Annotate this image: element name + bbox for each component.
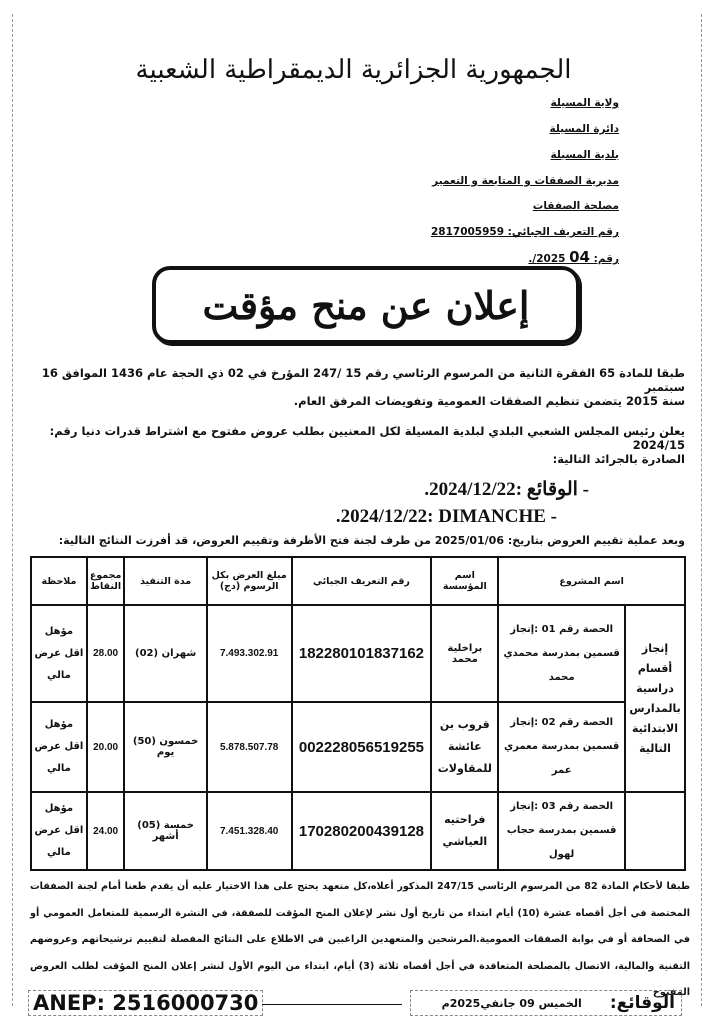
lot: الحصة رقم 03 :إنجاز قسمين بمدرسة حجاب لهول [498, 792, 625, 870]
ref-number: 04 [569, 248, 590, 266]
reference-number [528, 248, 619, 266]
announcement-title: إعلان عن منح مؤقت [202, 282, 530, 328]
publication-label: الوقائع: [609, 993, 675, 1013]
tax-id: 182280101837162 [292, 605, 432, 702]
col-duration: مدة التنفيذ [124, 557, 206, 605]
duration: شهران (02) [124, 605, 206, 702]
paragraph-newspapers-intro: الصادرة بالجرائد التالية: [552, 452, 685, 466]
col-tax-id: رقم التعريف الجبائي [292, 557, 432, 605]
col-company: اسم المؤسسة [431, 557, 498, 605]
publication-date: الخميس 09 جانفي2025م [441, 996, 582, 1010]
paragraph-legal-basis: طبقا للمادة 65 الفقرة الثانية من المرسوم الرئاسي رقم 15 /247 المؤرخ في 02 ذي الحجة عام 1436 الموافق 16 سبتمبر [41, 366, 685, 394]
points: 24.00 [87, 792, 125, 870]
lot: الحصة رقم 02 :إنجاز قسمين بمدرسة معمري عمر [498, 702, 625, 792]
note: مؤهل اقل عرض مالي [31, 605, 87, 702]
points: 28.00 [87, 605, 125, 702]
newspaper-1: - الوقائع :2024/12/22. [424, 479, 589, 500]
col-project: اسم المشروع [498, 557, 685, 605]
table-row [31, 702, 685, 792]
header-directorate: مديرية الصفقات و المتابعة و التعمير [432, 175, 619, 187]
col-note: ملاحظة [31, 557, 87, 605]
paragraph-legal-basis-cont: سنة 2015 يتضمن تنظيم الصفقات العمومية وتفويضات المرفق العام. [293, 394, 685, 408]
header-tax-id: رقم التعريف الجبائي: 2817005959 [430, 226, 619, 238]
page-heading: الجمهورية الجزائرية الديمقراطية الشعبية [135, 55, 572, 85]
paragraph-announcement: يعلن رئيس المجلس الشعبي البلدي لبلدية المسيلة لكل المعنيين بطلب عروض مفتوح مع اشتراط قدرات دنيا رقم: 2024/15 [49, 424, 685, 452]
lot: الحصة رقم 01 :إنجاز قسمين بمدرسة محمدي محمد [498, 605, 625, 702]
anep-number: ANEP: 2516000730 [28, 990, 263, 1016]
appeal-notice: طبقا لأحكام المادة 82 من المرسوم الرئاسي 247/15 المذكور أعلاه،كل متعهد يحتج على هذا الاختيار عليه أن يقدم طعنا أمام لجنة الصفقات المختصة في أجل أقصاه عشرة (10) أيام ابتداء من تاريخ أول نشر لإعلان المنح المؤقت للصفقة، في النشرة الرسمية للمتعامل العمومي أو في الصحافة أو في بوابة الصفقات العمومية.المرشحين والمتعهدين الراغبين في الاطلاع على النتائج المفصلة لتقييم ترشيحاتهم وعروضهم التقنية والمالية، الاتصال بالمصلحة المتعاقدة في أجل أقصاه ثلاثة (3) أيام، ابتداء من اليوم الأول لنشر إعلان المنح المؤقت لطلب العروض المفتوح [30, 881, 690, 998]
header-daira: دائرة المسيلة [549, 123, 619, 135]
points: 20.00 [87, 702, 125, 792]
results-table [30, 556, 686, 871]
project-group-empty [625, 792, 685, 870]
newspaper-2: .2024/12/22: DIMANCHE - [335, 506, 557, 527]
tax-id: 170280200439128 [292, 792, 432, 870]
header-wilaya: ولاية المسيلة [550, 97, 619, 109]
duration: خمسة (05) أشهر [124, 792, 206, 870]
duration: خمسون (50) يوم [124, 702, 206, 792]
amount: 7.493.302.91 [207, 605, 292, 702]
company: براخلية محمد [431, 605, 498, 702]
note: مؤهل اقل عرض مالي [31, 702, 87, 792]
project-group: إنجاز أقسام دراسية بالمدارس الابتدائية التالية [625, 605, 685, 792]
evaluation-line: وبعد عملية تقييم العروض بتاريخ: 2025/01/06 من طرف لجنة فتح الأظرفة وتقييم العروض، قد أفرزت النتائج التالية: [58, 534, 685, 547]
divider-line [262, 1004, 402, 1005]
note: مؤهل اقل عرض مالي [31, 792, 87, 870]
header-commune: بلدية المسيلة [550, 149, 619, 161]
header-service: مصلحة الصفقات [532, 200, 619, 212]
tax-id: 002228056519255 [292, 702, 432, 792]
table-row [31, 605, 685, 702]
title-box [152, 266, 580, 344]
ref-year: 2025/. [528, 253, 566, 265]
ref-label: رقم: [593, 253, 619, 265]
company: قروب بن عائشة للمقاولات [431, 702, 498, 792]
col-points: مجموع النقاط [87, 557, 125, 605]
company: فراحتيه العياشي [431, 792, 498, 870]
publication-info [410, 990, 682, 1016]
amount: 5.878.507.78 [207, 702, 292, 792]
col-amount: مبلغ العرض بكل الرسوم (دج) [207, 557, 292, 605]
table-row [31, 792, 685, 870]
table-header-row [31, 557, 685, 605]
amount: 7.451.328.40 [207, 792, 292, 870]
